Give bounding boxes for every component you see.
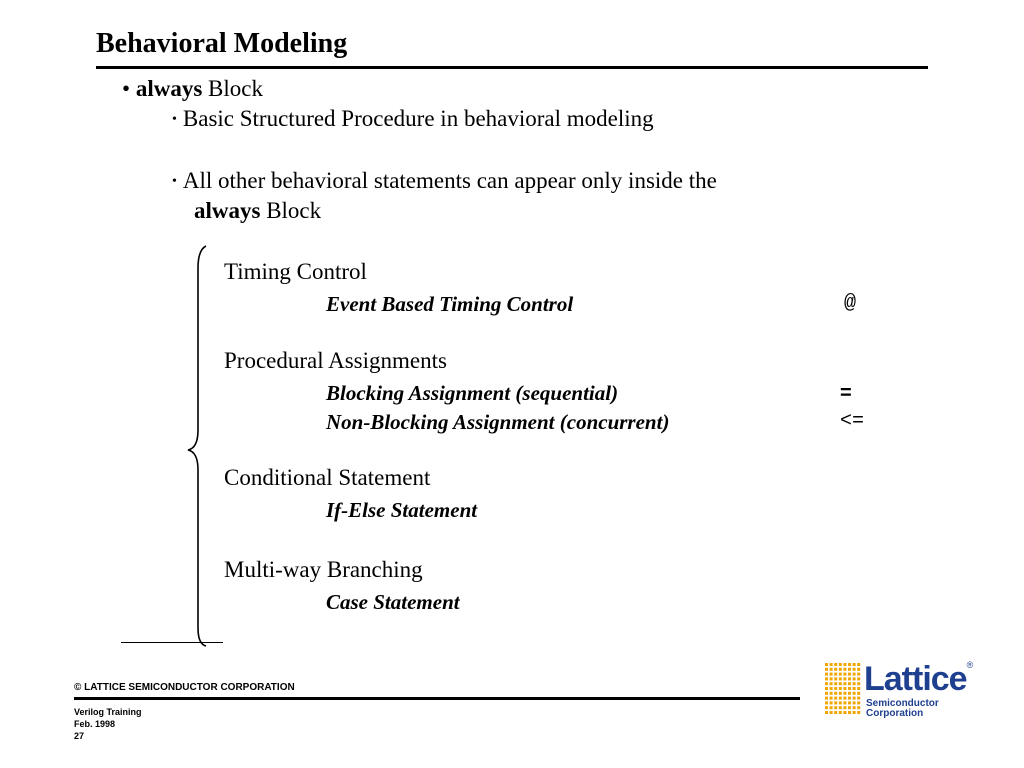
brace-underline xyxy=(121,642,223,643)
logo-line1: Semiconductor xyxy=(866,698,939,709)
logo-dot xyxy=(853,692,856,695)
logo-dot xyxy=(857,692,860,695)
logo-dot xyxy=(848,682,851,685)
bullet-dot: • xyxy=(122,76,136,101)
logo-dot xyxy=(853,663,856,666)
item-event-timing: Event Based Timing Control xyxy=(326,292,574,316)
logo-dot xyxy=(843,663,846,666)
logo-dot xyxy=(857,706,860,709)
lattice-logo xyxy=(824,660,973,722)
logo-dot xyxy=(839,687,842,690)
item-nonblocking-assignment: Non-Blocking Assignment (concurrent) xyxy=(326,410,670,434)
logo-registered: ® xyxy=(966,660,973,670)
logo-dot xyxy=(834,682,837,685)
lattice-dots-icon xyxy=(824,662,864,718)
logo-dot xyxy=(843,711,846,714)
logo-dot xyxy=(825,687,828,690)
logo-dot xyxy=(830,711,833,714)
logo-dot xyxy=(843,668,846,671)
logo-dot xyxy=(834,668,837,671)
logo-dot xyxy=(848,697,851,700)
item-case-statement: Case Statement xyxy=(326,590,460,614)
sub-bullet-text: Basic Structured Procedure in behavioral modeling xyxy=(182,106,654,131)
sub-bullet-statements xyxy=(172,168,717,194)
logo-dot xyxy=(848,663,851,666)
logo-line2: Corporation xyxy=(866,708,924,719)
operator-equals: = xyxy=(840,382,852,404)
logo-dot xyxy=(857,677,860,680)
logo-dot xyxy=(857,711,860,714)
logo-dot xyxy=(843,706,846,709)
heading-procedural-assignments: Procedural Assignments xyxy=(224,348,447,373)
logo-dot xyxy=(825,706,828,709)
keyword-always: always xyxy=(194,198,261,223)
sub-bullet-dot: • xyxy=(172,112,177,127)
logo-dot xyxy=(834,711,837,714)
heading-multiway-branching: Multi-way Branching xyxy=(224,557,423,582)
logo-dot xyxy=(853,682,856,685)
title-underline xyxy=(96,66,928,69)
logo-dot xyxy=(857,668,860,671)
logo-dot xyxy=(825,668,828,671)
logo-dot xyxy=(857,701,860,704)
logo-dot xyxy=(830,697,833,700)
logo-dot xyxy=(830,673,833,676)
footer-copyright: © LATTICE SEMICONDUCTOR CORPORATION xyxy=(74,682,295,693)
logo-dot xyxy=(834,663,837,666)
footer-page-number: 27 xyxy=(74,731,85,741)
logo-dot xyxy=(825,677,828,680)
logo-dot xyxy=(848,673,851,676)
footer-rule xyxy=(74,697,800,700)
logo-dot xyxy=(834,673,837,676)
logo-name xyxy=(864,660,972,699)
logo-dot xyxy=(853,711,856,714)
logo-dot xyxy=(825,692,828,695)
logo-dot xyxy=(830,692,833,695)
logo-dot xyxy=(839,711,842,714)
heading-conditional-statement: Conditional Statement xyxy=(224,465,431,490)
logo-dot xyxy=(857,687,860,690)
logo-dot xyxy=(839,673,842,676)
logo-dot xyxy=(848,668,851,671)
logo-dot xyxy=(848,706,851,709)
logo-dot xyxy=(853,668,856,671)
logo-dot xyxy=(839,663,842,666)
footer-date: Feb. 1998 xyxy=(74,719,116,729)
logo-dot xyxy=(830,701,833,704)
logo-dot xyxy=(839,668,842,671)
logo-dot xyxy=(830,663,833,666)
logo-dot xyxy=(843,687,846,690)
logo-dot xyxy=(857,697,860,700)
sub-bullet-text: Block xyxy=(260,198,322,223)
sub-bullet-statements-cont xyxy=(194,198,321,224)
logo-dot xyxy=(853,687,856,690)
heading-timing-control: Timing Control xyxy=(224,259,367,284)
slide-title: Behavioral Modeling xyxy=(96,28,348,59)
item-blocking-assignment: Blocking Assignment (sequential) xyxy=(326,381,619,405)
logo-dot xyxy=(843,682,846,685)
logo-dot xyxy=(830,682,833,685)
operator-less-equals: <= xyxy=(840,410,865,433)
logo-dot xyxy=(839,692,842,695)
footer-course: Verilog Training xyxy=(74,707,142,717)
logo-dot xyxy=(834,692,837,695)
logo-dot xyxy=(843,692,846,695)
logo-dot xyxy=(839,701,842,704)
logo-dot xyxy=(839,697,842,700)
logo-dot xyxy=(839,682,842,685)
logo-dot xyxy=(825,701,828,704)
logo-dot xyxy=(825,673,828,676)
logo-dot xyxy=(834,697,837,700)
logo-dot xyxy=(848,701,851,704)
logo-dot xyxy=(839,706,842,709)
logo-dot xyxy=(853,673,856,676)
keyword-always: always xyxy=(135,76,203,101)
logo-dot xyxy=(848,711,851,714)
sub-bullet-basic-procedure xyxy=(172,106,654,132)
logo-dot xyxy=(830,668,833,671)
logo-dot xyxy=(853,697,856,700)
operator-at: @ xyxy=(844,292,857,315)
logo-dot xyxy=(834,687,837,690)
bullet-always-block xyxy=(122,76,263,102)
sub-bullet-dot: • xyxy=(172,174,177,189)
logo-dot xyxy=(857,682,860,685)
logo-name-text: Lattice xyxy=(864,660,967,698)
logo-dot xyxy=(848,677,851,680)
curly-brace-icon xyxy=(170,244,230,650)
sub-bullet-text: All other behavioral statements can appear only inside the xyxy=(182,168,717,193)
logo-dot xyxy=(853,706,856,709)
logo-dot xyxy=(830,677,833,680)
logo-dot xyxy=(834,706,837,709)
logo-dot xyxy=(848,692,851,695)
logo-dot xyxy=(825,697,828,700)
logo-dot xyxy=(848,687,851,690)
logo-dot xyxy=(843,673,846,676)
logo-dot xyxy=(825,682,828,685)
logo-dot xyxy=(857,673,860,676)
logo-dot xyxy=(843,697,846,700)
logo-dot xyxy=(857,663,860,666)
logo-dot xyxy=(830,706,833,709)
logo-dot xyxy=(843,701,846,704)
logo-dot xyxy=(853,701,856,704)
logo-dot xyxy=(825,663,828,666)
logo-dot xyxy=(839,677,842,680)
item-if-else: If-Else Statement xyxy=(326,498,478,522)
logo-dot xyxy=(834,701,837,704)
logo-dot xyxy=(830,687,833,690)
logo-dot xyxy=(843,677,846,680)
logo-dot xyxy=(825,711,828,714)
logo-dot xyxy=(834,677,837,680)
bullet-text: Block xyxy=(202,76,263,101)
logo-dot xyxy=(853,677,856,680)
